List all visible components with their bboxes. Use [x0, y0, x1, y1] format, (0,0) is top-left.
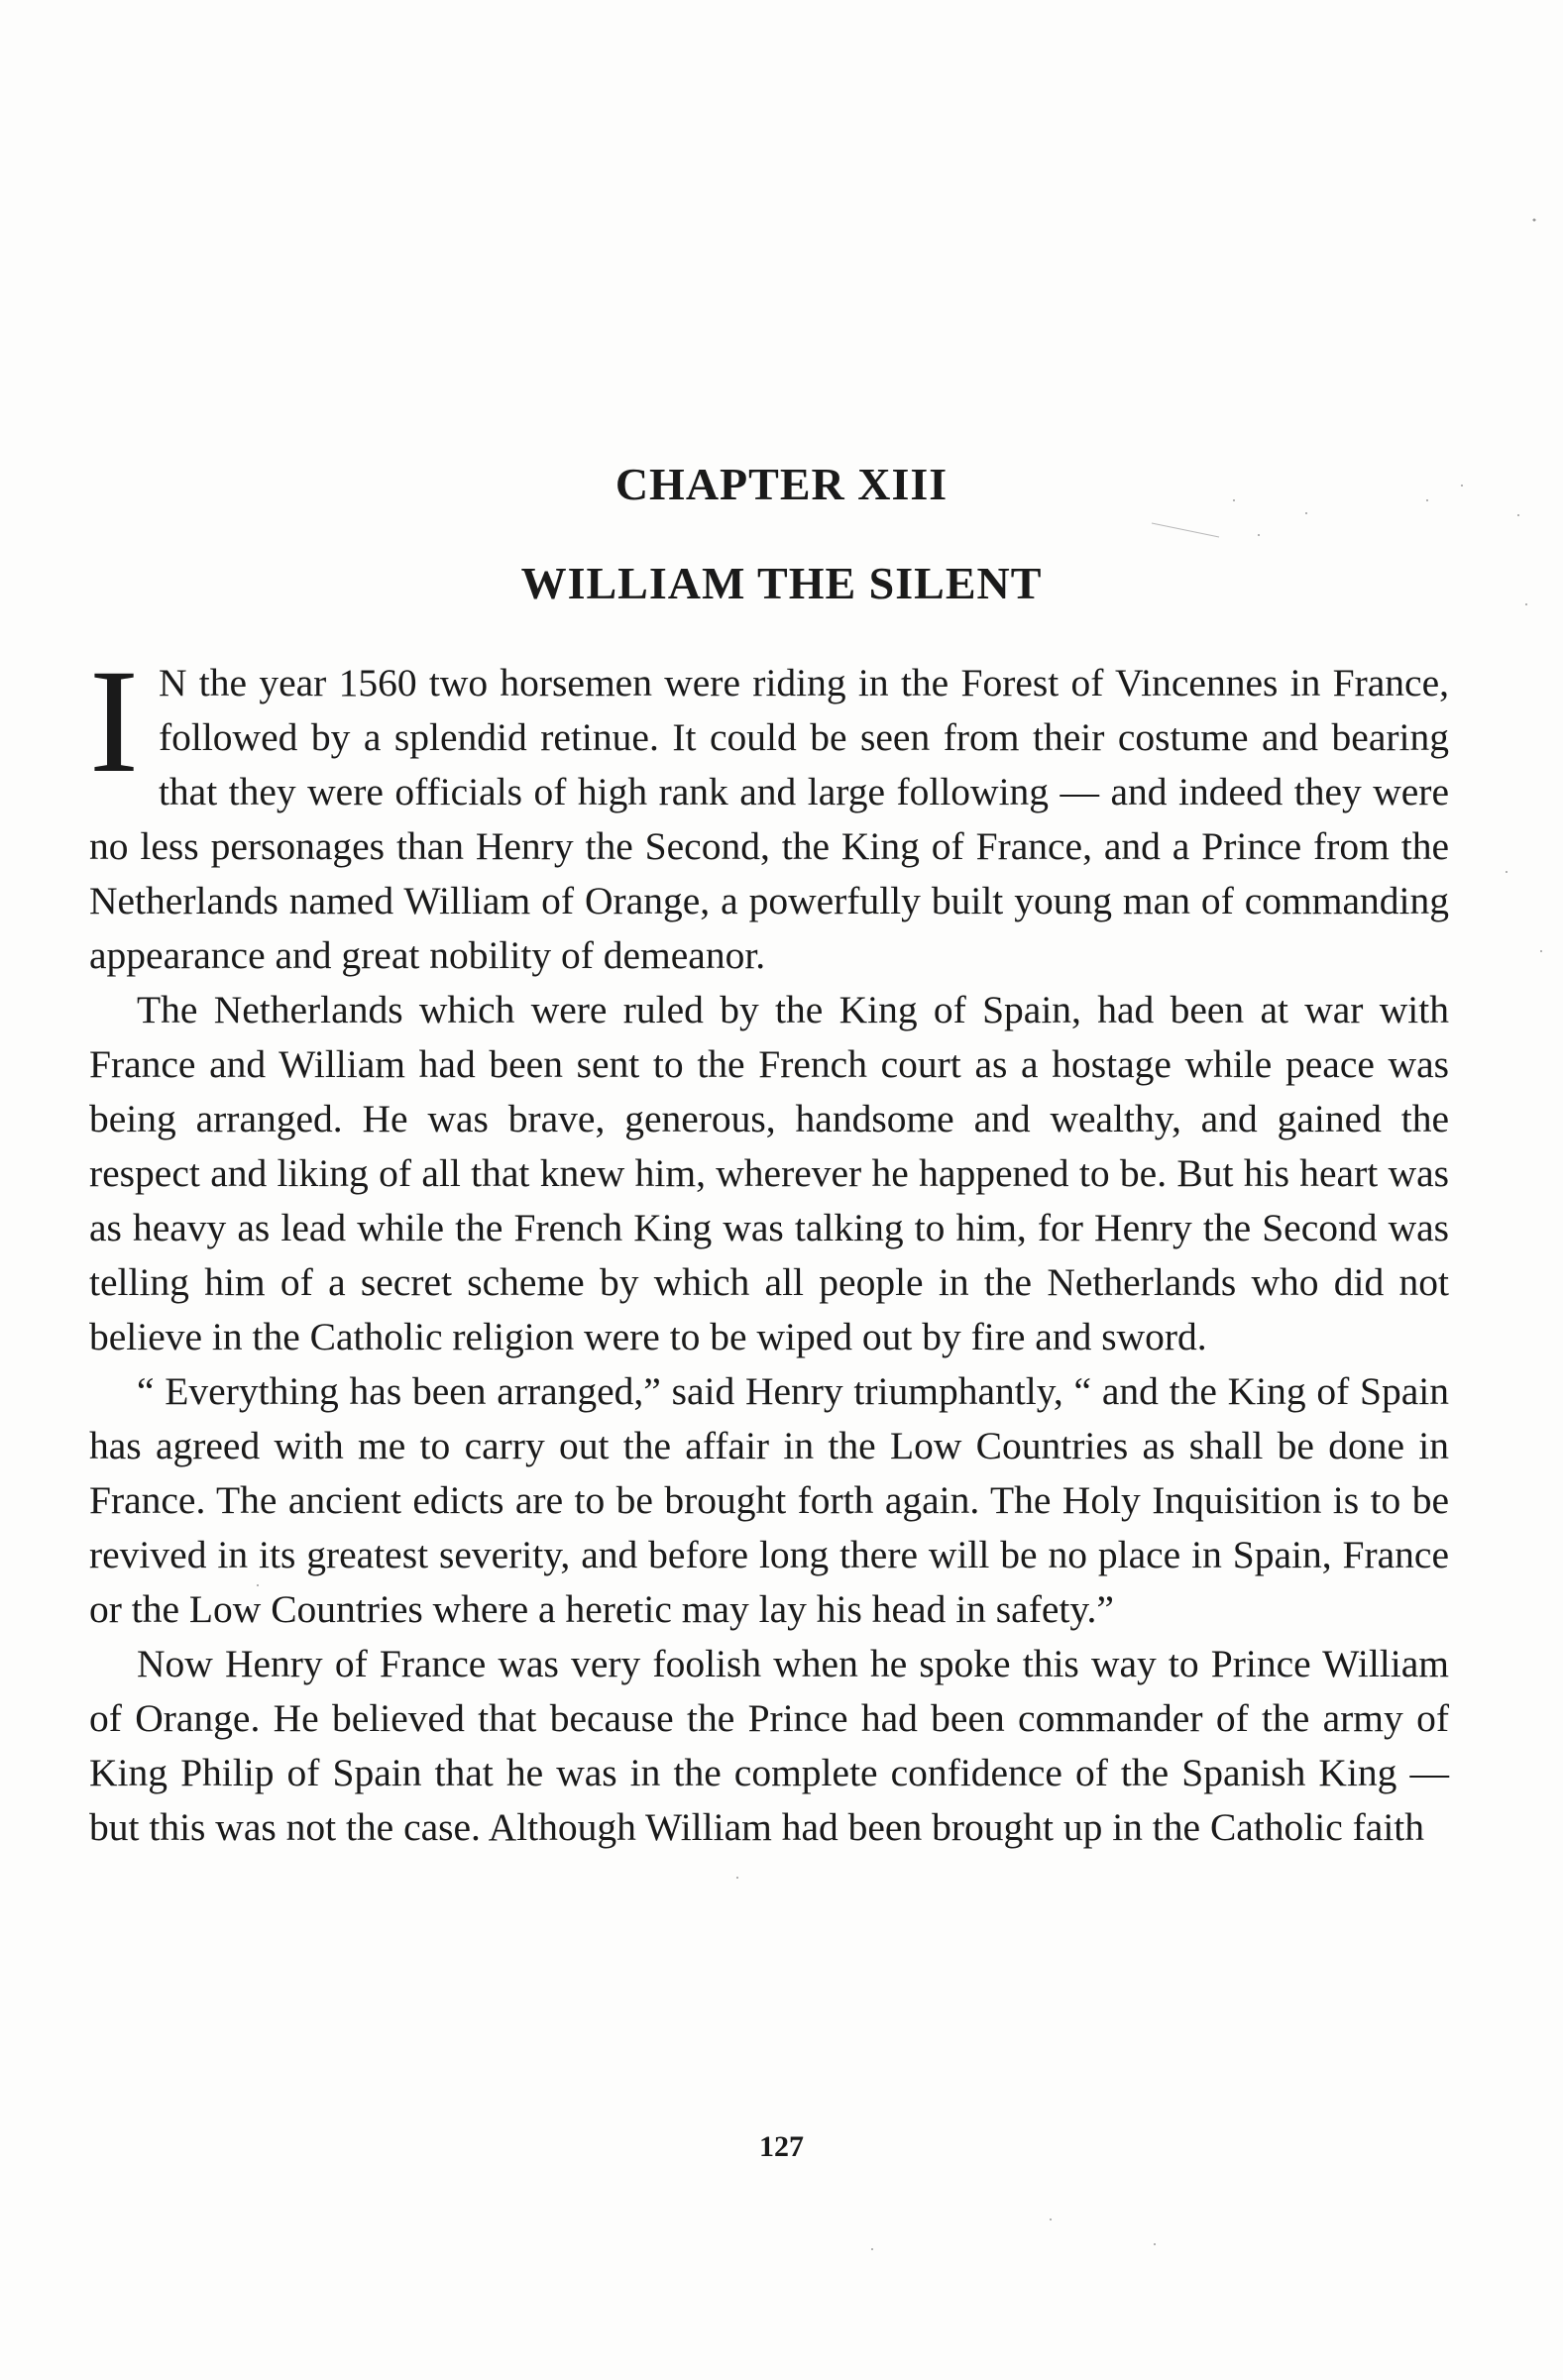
- drop-cap: I: [89, 639, 139, 804]
- chapter-title: WILLIAM THE SILENT: [520, 558, 1043, 608]
- paragraph-2: The Netherlands which were ruled by the King of Spain, had been at war with France and William had been sent to the French court as a hostage while peace was being arranged. He was brave, generous, handsome and wealthy, and gained the respect and liking of all that knew him, wherever he happened to be. But his heart was as heavy as lead while the French King was talking to him, for Henry the Second was telling him of a secret scheme by which all people in the Netherlands who did not believe in the Catholic religion were to be wiped out by fire and sword.: [89, 988, 1449, 1358]
- paragraph-4: Now Henry of France was very foolish when he spoke this way to Prince William of Orange. He believed that because the Prince had been commander of the army of King Philip of Spain that he was in the complete confidence of the Spanish King — but this was not the case. Although William had been brought up in the Catholic faith: [89, 1642, 1449, 1849]
- paragraph-1: [89, 639, 1449, 983]
- paragraph-3: “ Everything has been arranged,” said Henry triumphantly, “ and the King of Spain has agreed with me to carry out the affair in the Low Countries as shall be done in France. The ancient edicts are to be brought forth again. The Holy Inquisition is to be revived in its greatest severity, and before long there will be no place in Spain, France or the Low Countries where a heretic may lay his head in safety.”: [89, 1369, 1449, 1631]
- paragraph-1-text: N the year 1560 two horsemen were riding in the Forest of Vincennes in France, followed by a splendid retinue. It could be seen from their costume and bearing that they were officials of high rank and large following — and indeed they were no less personages than Henry the Second, the King of France, and a Prince from the Netherlands named William of Orange, a powerfully built young man of commanding appearance and great nobility of demeanor.: [89, 661, 1449, 977]
- page-number: 127: [759, 2130, 804, 2163]
- chapter-label: CHAPTER XIII: [614, 459, 949, 509]
- body-text: [89, 639, 1449, 1855]
